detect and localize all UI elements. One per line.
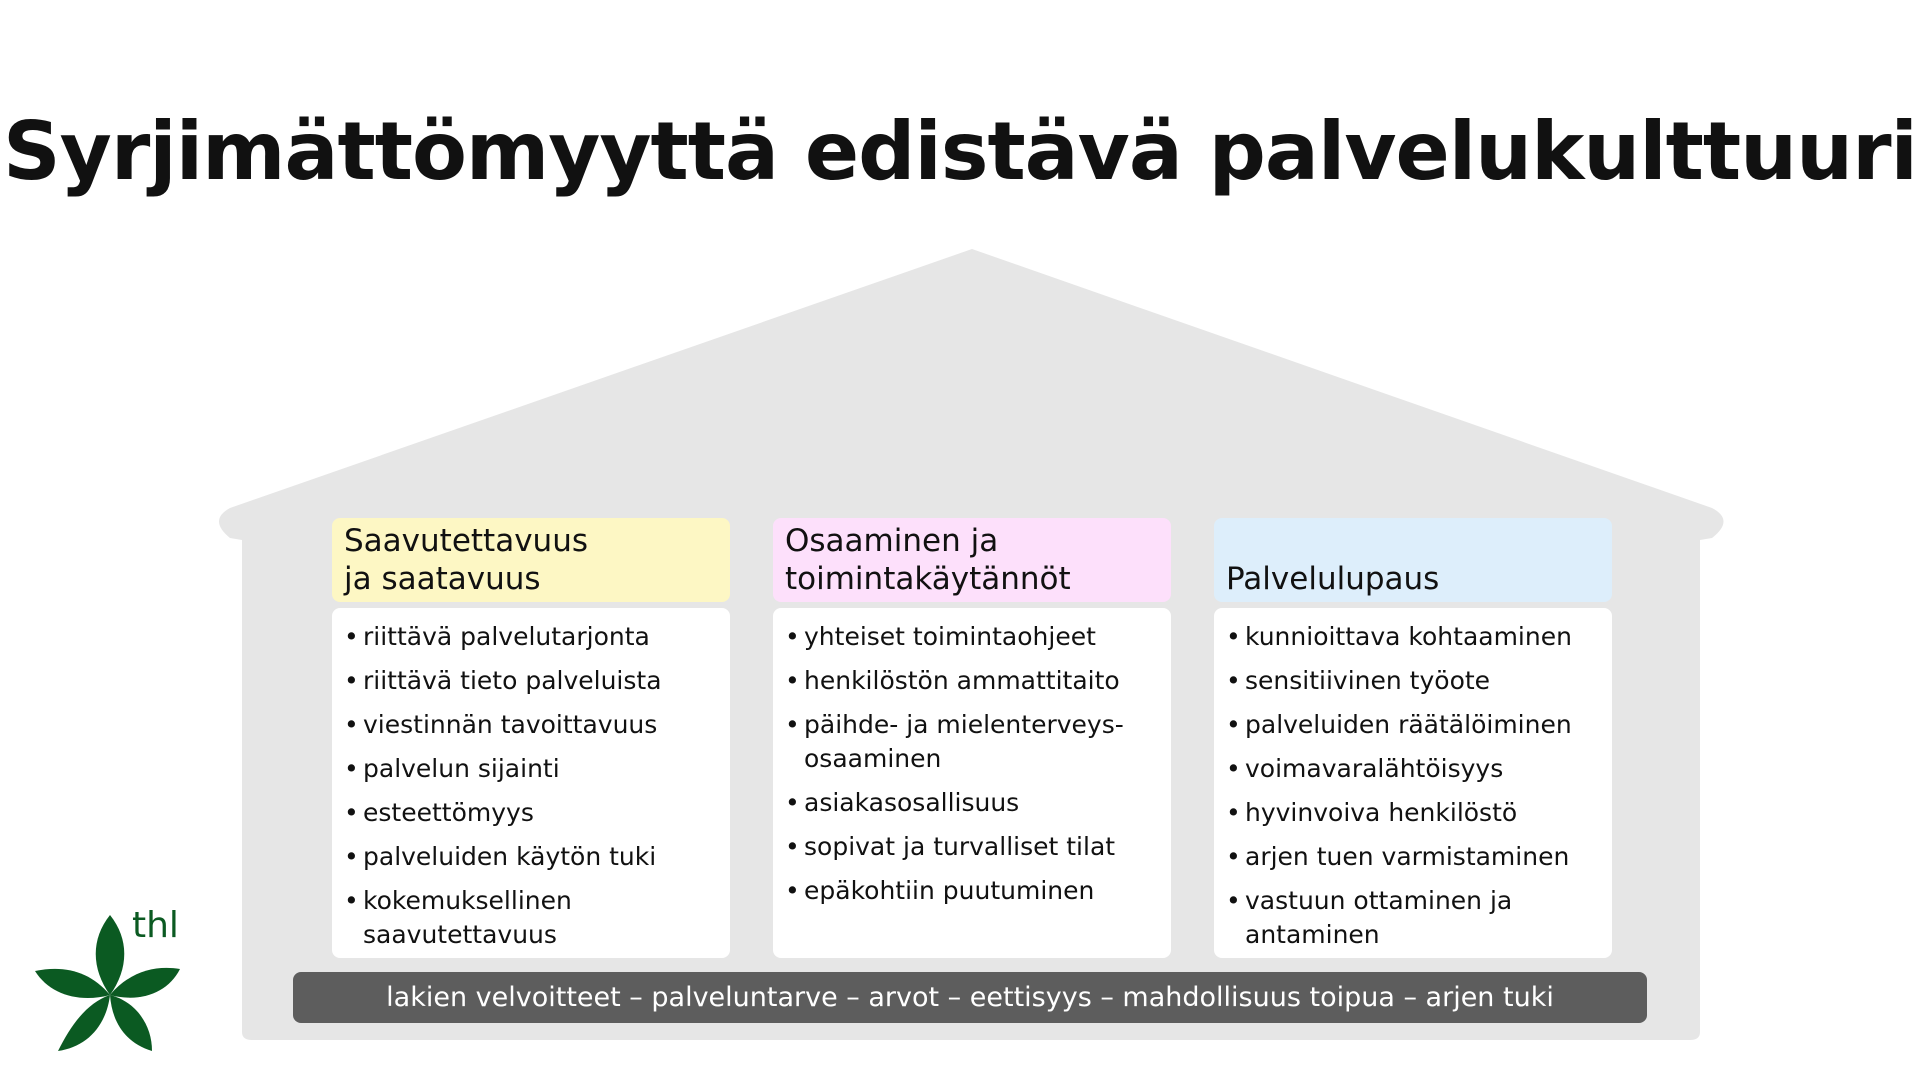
pillar-heading-line: toimintakäytännöt — [785, 561, 1071, 597]
page-title: Syrjimättömyyttä edistävä palvelukulttuuri — [3, 105, 1917, 198]
leaf-petal — [58, 995, 110, 1051]
list-item: • henkilöstön ammattitaito — [785, 664, 1159, 698]
list-item: • arjen tuen varmistaminen — [1226, 840, 1600, 874]
leaf-petal — [35, 969, 110, 998]
list-item: • palveluiden räätälöiminen — [1226, 708, 1600, 742]
list-item: • yhteiset toimintaohjeet — [785, 620, 1159, 654]
pillar-list — [785, 620, 1159, 908]
pillar-list — [1226, 620, 1600, 952]
leaf-petal — [110, 995, 152, 1051]
pillar-accessibility — [332, 518, 730, 958]
pillar-service-promise — [1214, 518, 1612, 958]
foundation-bar: lakien velvoitteet – palveluntarve – arvot – eettisyys – mahdollisuus toipua – arjen tuki — [293, 972, 1647, 1023]
leaf-petal — [96, 915, 125, 995]
list-item: • asiakasosallisuus — [785, 786, 1159, 820]
pillar-list-box — [773, 608, 1171, 958]
list-item: • päihde- ja mielenterveys-osaaminen — [785, 708, 1159, 776]
list-item: • voimavaralähtöisyys — [1226, 752, 1600, 786]
list-item: • palvelun sijainti — [344, 752, 718, 786]
logo-text: thl — [132, 905, 179, 946]
pillar-heading-line: ja saatavuus — [344, 561, 541, 597]
list-item: • kunnioittava kohtaaminen — [1226, 620, 1600, 654]
list-item: • riittävä tieto palveluista — [344, 664, 718, 698]
pillar-heading — [773, 518, 1171, 602]
pillar-heading — [332, 518, 730, 602]
list-item: • epäkohtiin puutuminen — [785, 874, 1159, 908]
list-item: • kokemuksellinen saavutettavuus — [344, 884, 718, 952]
list-item: • hyvinvoiva henkilöstö — [1226, 796, 1600, 830]
pillar-competence — [773, 518, 1171, 958]
list-item: • sopivat ja turvalliset tilat — [785, 830, 1159, 864]
pillar-heading — [1214, 518, 1612, 602]
pillar-heading-line: Palvelulupaus — [1226, 561, 1440, 597]
pillar-heading-line: Osaaminen ja — [785, 523, 999, 559]
pillar-list-box — [1214, 608, 1612, 958]
list-item: • sensitiivinen työote — [1226, 664, 1600, 698]
list-item: • viestinnän tavoittavuus — [344, 708, 718, 742]
list-item: • riittävä palvelutarjonta — [344, 620, 718, 654]
list-item: • palveluiden käytön tuki — [344, 840, 718, 874]
pillar-list — [344, 620, 718, 952]
list-item: • esteettömyys — [344, 796, 718, 830]
pillar-heading-line: Saavutettavuus — [344, 523, 588, 559]
pillar-list-box — [332, 608, 730, 958]
list-item: • vastuun ottaminen ja antaminen — [1226, 884, 1600, 952]
